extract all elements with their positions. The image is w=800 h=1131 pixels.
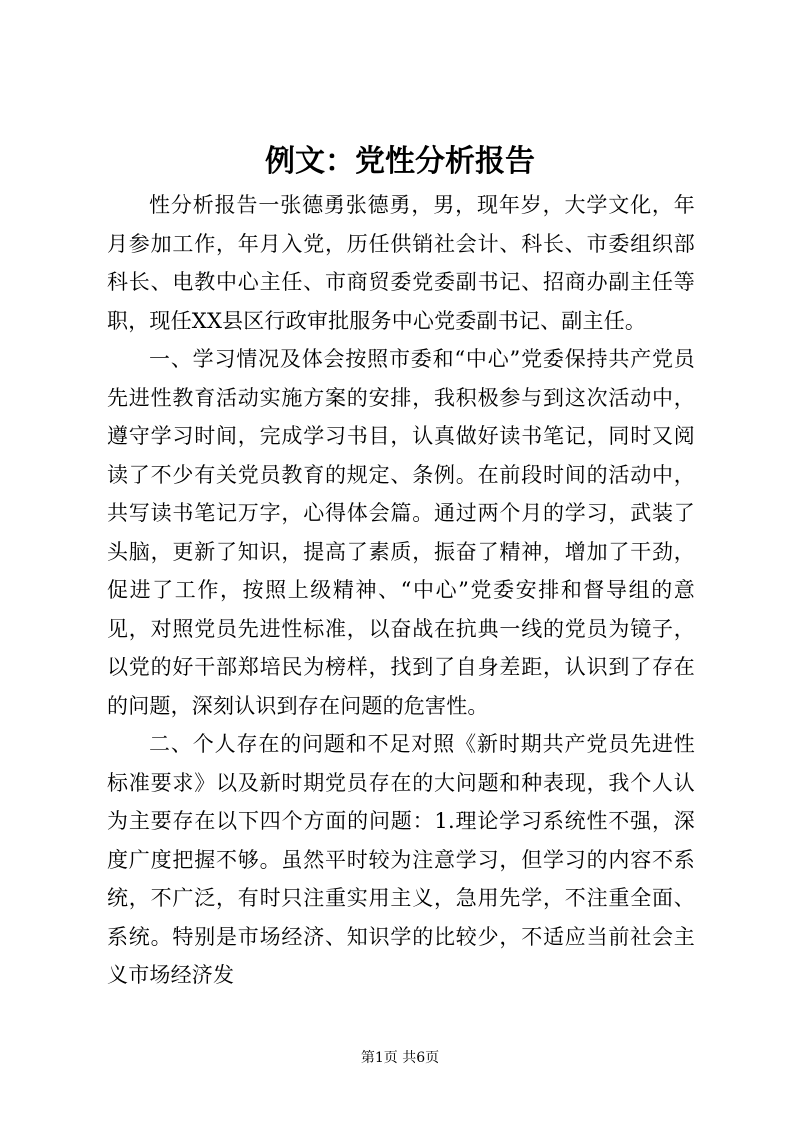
paragraph-problems: 二、个人存在的问题和不足对照《新时期共产党员先进性标准要求》以及新时期党员存在的大问题和种表现，我个人认为主要存在以下四个方面的问题：1.理论学习系统性不强，深度广度把握不够。虽然平时较为注意学习，但学习的内容不系统，不广泛，有时只注重实用主义，急用先学，不注重全面、系统。特别是市场经济、知识学的比较少，不适应当前社会主义市场经济发 bbox=[107, 732, 695, 987]
document-title: 例文：党性分析报告 bbox=[265, 144, 535, 179]
document-body bbox=[107, 186, 695, 995]
paragraph-study: 一、学习情况及体会按照市委和“中心”党委保持共产党员先进性教育活动实施方案的安排，我积极参与到这次活动中，遵守学习时间，完成学习书目，认真做好读书笔记，同时又阅读了不少有关党员教育的规定、条例。在前段时间的活动中，共写读书笔记万字，心得体会篇。通过两个月的学习，武装了头脑，更新了知识，提高了素质，振奋了精神，增加了干劲，促进了工作，按照上级精神、“中心”党委安排和督导组的意见，对照党员先进性标准，以奋战在抗典一线的党员为镜子，以党的好干部郑培民为榜样，找到了自身差距，认识到了存在的问题，深刻认识到存在问题的危害性。 bbox=[107, 347, 695, 718]
page-footer: 第1页 共6页 bbox=[360, 1050, 440, 1066]
paragraph-intro: 性分析报告一张德勇张德勇，男，现年岁，大学文化，年月参加工作，年月入党，历任供销社会计、科长、市委组织部科长、电教中心主任、市商贸委党委副书记、招商办副主任等职，现任XX县区行政审批服务中心党委副书记、副主任。 bbox=[107, 193, 695, 333]
